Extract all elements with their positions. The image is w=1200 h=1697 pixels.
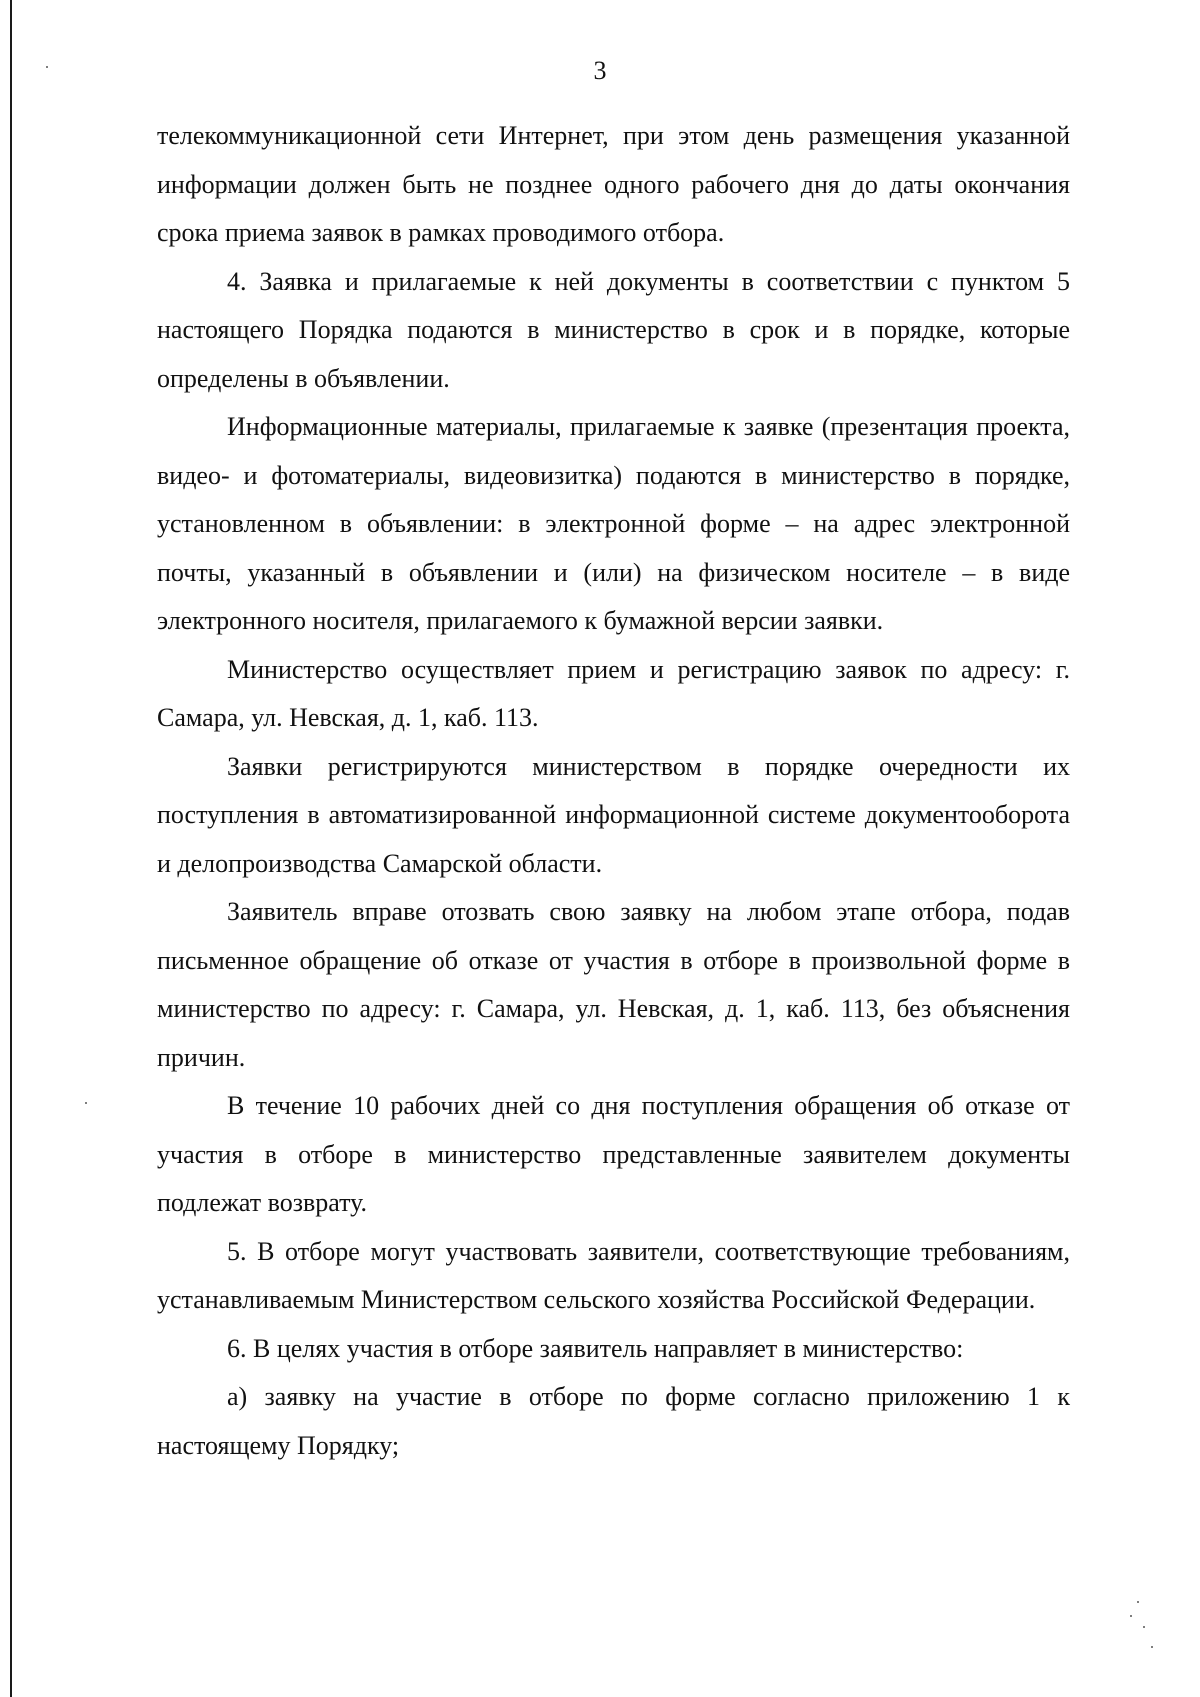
scan-speck — [46, 66, 48, 68]
scan-speck — [85, 1102, 87, 1104]
paragraph-item-6: 6. В целях участия в отборе заявитель направляет в министерство: — [227, 1333, 964, 1363]
scan-speck — [1130, 1615, 1132, 1617]
paragraph-registration-order: Заявки регистрируются министерством в порядке очередности их поступления в автоматизированной информационной системе документооборота и делопроизводства Самарской области. — [157, 751, 1070, 878]
paragraph-withdrawal: Заявитель вправе отозвать свою заявку на любом этапе отбора, подав письменное обращение об отказе от участия в отборе в произвольной форме в министерство по адресу: г. Самара, ул. Невская, д. 1, каб. 113, без объяснения причин. — [157, 897, 1070, 1072]
paragraph-item-5: 5. В отборе могут участвовать заявители, соответствующие требованиям, устанавливаемым Министерством сельского хозяйства Российской Федерации. — [157, 1236, 1070, 1314]
paragraph-continuation: телекоммуникационной сети Интернет, при этом день размещения указанной информации должен быть не позднее одного рабочего дня до даты окончания срока приема заявок в рамках проводимого отбора. — [157, 121, 1070, 247]
scan-speck — [1151, 1646, 1153, 1648]
page-number: 3 — [593, 56, 607, 85]
paragraph-info-materials: Информационные материалы, прилагаемые к заявке (презентация проекта, видео- и фотоматериалы, видеовизитка) подаются в министерство в порядке, установленном в объявлении: в электронной форме – на адрес электронной почты, указанный в объявлении и (или) на физическом носителе – в виде электронного носителя, прилагаемого к бумажной версии заявки. — [157, 412, 1070, 635]
scan-speck — [1143, 1626, 1145, 1628]
paragraph-registration-address: Министерство осуществляет прием и регистрацию заявок по адресу: г. Самара, ул. Невская, д. 1, каб. 113. — [157, 654, 1070, 732]
scan-left-edge — [10, 0, 12, 1697]
paragraph-item-4: 4. Заявка и прилагаемые к ней документы в соответствии с пунктом 5 настоящего Порядка подаются в министерство в срок и в порядке, которые определены в объявлении. — [157, 266, 1070, 393]
scan-speck — [1137, 1601, 1139, 1603]
document-body — [157, 112, 1070, 1470]
paragraph-item-6a: а) заявку на участие в отборе по форме согласно приложению 1 к настоящему Порядку; — [157, 1382, 1070, 1460]
paragraph-return-documents: В течение 10 рабочих дней со дня поступления обращения об отказе от участия в отборе в министерство представленные заявителем документы подлежат возврату. — [157, 1091, 1070, 1217]
